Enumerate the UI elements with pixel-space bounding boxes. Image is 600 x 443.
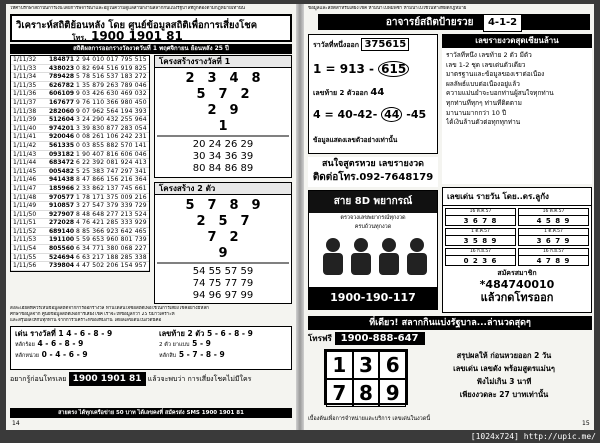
digit-cell <box>518 208 589 226</box>
triangle-digit: 7 <box>218 87 228 102</box>
stats-cell: 1/11/37 <box>13 98 37 106</box>
paragraph-line: ศึกษาข้อมูลจาก ศูนย์ข้อมูลสถิติเพื่อการเสี่ยงโชค เราจะให้ข้อมูลกว่า 25 ปีมาวิเคราะห์ <box>10 312 175 317</box>
stats-cell: 1/11/50 <box>13 210 37 218</box>
triangle-digit: 5 <box>218 214 228 229</box>
number-triangle-diagram <box>155 195 291 302</box>
page-number: 14 <box>12 420 20 427</box>
digits-call: สมัครสมาชิก <box>497 269 537 277</box>
lucky-col-prize1 <box>15 329 112 361</box>
phone-call-line <box>10 372 292 386</box>
stats-header: สถิติผลการออกรางวัลงวดวันที่ 1 พฤศจิกายน ย้อนหลัง 25 ปี <box>10 44 292 54</box>
left-header-box <box>10 14 292 42</box>
pair-numbers: 54 55 57 59 <box>192 266 254 277</box>
triangle-digit: 8 <box>251 71 261 86</box>
lucky-col-2digit <box>159 329 253 361</box>
stats-cell: 1/11/47 <box>13 184 37 192</box>
stats-row <box>11 125 149 134</box>
lucky-sub-label: หลักหน่วย <box>15 353 40 359</box>
setbox-line: ผลลัพธ์แบบต่อเนื่องอยู่แล้ว <box>446 79 520 88</box>
formula-line <box>313 61 409 77</box>
big-number: 9 <box>379 379 406 407</box>
digit-date: 16 ก.ย.57 <box>446 249 515 256</box>
stats-row <box>11 116 149 125</box>
stats-cell: 1/11/41 <box>13 133 37 141</box>
stats-row <box>11 228 149 237</box>
lucky-title: เลขท้าย 2 ตัว <box>159 329 205 338</box>
triangle-digit: 2 <box>196 214 206 229</box>
triangle-digit: 9 <box>251 198 261 213</box>
stats-cell: 606109 <box>49 90 75 98</box>
triangle-digit: 8 <box>229 198 239 213</box>
stats-cell: 1/11/56 <box>13 262 37 270</box>
digit-cell <box>445 228 516 246</box>
stats-cell: 191100 <box>49 236 75 244</box>
digit-number: 3 6 7 8 <box>463 217 498 225</box>
triangle-digit: 9 <box>218 246 228 261</box>
right-page <box>304 4 594 430</box>
stats-row <box>11 194 149 203</box>
lucky-value: 4 - 6 - 8 - 9 <box>66 329 113 338</box>
right-header-code: 4-1-2 <box>483 14 522 32</box>
stats-cell: 2 94 010 017 795 515 <box>76 56 147 63</box>
phone-number: 1900 1901 81 <box>90 29 183 43</box>
structure-box-prize1 <box>154 55 292 178</box>
formula-box <box>308 34 438 154</box>
stats-cell: 0 82 694 516 919 825 <box>76 64 147 72</box>
digit-number: 3 6 7 9 <box>536 237 571 245</box>
formula-line <box>313 107 426 122</box>
formula-number: 44 <box>370 87 385 98</box>
stats-cell: 0 08 261 106 242 231 <box>76 133 147 141</box>
formula-text: ราวัลที่หนึ่งออก <box>313 41 359 49</box>
left-topline: ให้คำปรึกษาสถาบันการเงินโดยการพิจารณาและอยู่ในความดูแลสำนักงานสลากกินแบ่งรัฐบาลที่ถูกต้องตามกฎหมายเท่านั้น <box>10 6 245 11</box>
stats-cell: 1 35 879 263 789 046 <box>76 81 147 89</box>
stats-row <box>11 108 149 117</box>
stats-cell: 6 63 217 188 285 338 <box>76 253 147 261</box>
stats-row <box>11 82 149 91</box>
stats-row <box>11 133 149 142</box>
triangle-digit: 5 <box>196 87 206 102</box>
digit-date: 1 ต.ค.57 <box>446 229 515 236</box>
stats-cell: 626782 <box>49 81 75 89</box>
stats-cell: 005482 <box>49 167 75 175</box>
formula-text: เลขท้าย 2 ตัวออก <box>313 89 368 97</box>
digit-cell <box>518 248 589 266</box>
stats-cell: 5 78 516 537 183 272 <box>76 73 147 81</box>
follow-phone: ติดต่อโทร.092-7648179 <box>312 172 434 183</box>
pair-numbers: 80 84 86 89 <box>192 163 254 174</box>
note-line: ฟังไม่เกิน 3 นาที <box>476 377 532 386</box>
pair-numbers: 20 24 26 29 <box>192 139 254 150</box>
structure-caption: โครงสร้าง 2 ตัว <box>155 183 291 195</box>
formula-text: 1 = 913 - <box>313 62 374 76</box>
setbox-line: มานานมากกว่า 10 ปี <box>446 108 507 117</box>
stats-row <box>11 185 149 194</box>
triangle-digit: 9 <box>229 103 239 118</box>
stats-row <box>11 254 149 263</box>
stats-cell: 6 22 392 081 924 413 <box>76 159 147 167</box>
digit-number: 0 2 3 6 <box>463 257 498 265</box>
paragraph-line: และสรุปผลให้กับทุกท่าน จากการวิเคราะห์ของทีมงาน ได้ผลเลขเด่นในงวดนี้คือ <box>10 318 162 323</box>
structure-box-2digit <box>154 182 292 304</box>
left-header-phone <box>72 29 183 44</box>
stats-cell: 970577 <box>49 193 75 201</box>
formula-number: 375615 <box>361 38 409 51</box>
stats-cell: 272028 <box>49 219 75 227</box>
stats-cell: 1/11/33 <box>13 64 37 72</box>
page-gutter <box>296 4 304 430</box>
triangle-digit: 2 <box>185 71 195 86</box>
right-note <box>416 349 592 401</box>
free-call-label: โทรฟรี <box>308 334 332 343</box>
right-topline: ข้อมูลและสถิติสำหรับเสี่ยงโชค ห้ามนำไปพิมพ์ซ้ำ ห้ามนำไปใช้ในทางที่ผิดกฎหมาย <box>308 6 467 11</box>
triangle-digit: 2 <box>207 103 217 118</box>
stats-cell: 739804 <box>49 262 75 270</box>
stats-row <box>11 202 149 211</box>
six-numbers-grid <box>324 349 408 405</box>
daily-digits-box <box>442 187 592 313</box>
stats-row <box>11 65 149 74</box>
digits-outro: แล้วกดโทรออก <box>480 291 554 304</box>
stats-cell: 1/11/38 <box>13 107 37 115</box>
digits-grid <box>443 206 591 268</box>
promo-sub: ตรวจวงเลขพยากรณ์ทุกงวด <box>340 215 406 221</box>
stats-cell: 5 25 383 747 297 341 <box>76 167 147 175</box>
stats-cell: 4 47 502 206 154 957 <box>76 262 147 270</box>
triangle-digit: 7 <box>207 198 217 213</box>
triangle-digit: 7 <box>207 230 217 245</box>
stats-cell: 1/11/53 <box>13 236 37 244</box>
note-line: เพียงงวดละ 27 บาทเท่านั้น <box>459 390 549 399</box>
pair-numbers: 74 75 77 79 <box>192 278 254 289</box>
triangle-digit: 2 <box>229 230 239 245</box>
setbox-line: มาตรฐานและข้อมูลของเราต่อเนื่อง <box>446 70 545 79</box>
stats-row <box>11 176 149 185</box>
promo-sub: ครบถ้วนทุกงวด <box>354 224 392 230</box>
digit-cell <box>445 248 516 266</box>
stats-cell: 1/11/32 <box>13 56 37 63</box>
triangle-digit: 4 <box>229 71 239 86</box>
pair-numbers: 30 34 36 39 <box>192 151 254 162</box>
setbox-line: ได้เงินล้านตัวต่อทุกทุกท่าน <box>446 118 521 127</box>
stats-cell: 524694 <box>49 253 75 261</box>
left-page <box>6 4 296 430</box>
stats-row <box>11 219 149 228</box>
lucky-sub-value: 5 - 9 <box>192 339 211 348</box>
free-call-row <box>308 332 592 345</box>
stats-row <box>11 99 149 108</box>
stats-cell: 3 24 290 432 255 964 <box>76 116 147 124</box>
lucky-title: เด่น รางวัลที่ 1 <box>15 329 64 338</box>
stats-cell: 1/11/51 <box>13 219 37 227</box>
phone-line-post: แล้วจะพบว่า การเสี่ยงโชคไม่มีใคร <box>147 375 252 383</box>
promo-phone: 1900-190-117 <box>309 287 437 309</box>
page-number: 15 <box>582 420 590 427</box>
setbox-line: ราวัลที่หนึ่ง เลขท้าย 2 ตัว มีตัว <box>446 51 532 59</box>
analysis-paragraph <box>10 306 292 324</box>
stats-cell: 683472 <box>49 159 75 167</box>
digit-number: 4 5 8 9 <box>536 217 571 225</box>
stats-cell: 9 03 426 630 469 032 <box>76 90 147 98</box>
stats-cell: 1/11/35 <box>13 81 37 89</box>
stats-cell: 974201 <box>49 124 75 132</box>
stats-cell: 1/11/42 <box>13 141 37 149</box>
stats-cell: 282060 <box>49 107 75 115</box>
structure-caption: โครงสร้างรางวัลที่ 1 <box>155 56 291 68</box>
stats-cell: 0 03 855 882 570 141 <box>76 141 147 149</box>
stats-cell: 2 33 862 137 745 661 <box>76 184 147 192</box>
setbox-line: เลข 1-2 ชุด เลขเด่นตัวเดียว <box>446 60 526 69</box>
formula-line <box>313 39 409 51</box>
stats-row <box>11 56 149 65</box>
stats-cell: 1/11/48 <box>13 193 37 201</box>
stats-row <box>11 245 149 254</box>
big-number: 3 <box>353 351 380 379</box>
big-number: 6 <box>379 351 406 379</box>
note-line: สรุปผลให้ ก่อนหวยออก 2 วัน <box>456 351 552 360</box>
stats-cell: 8 48 648 277 213 524 <box>76 210 147 218</box>
stats-cell: 927907 <box>49 210 75 218</box>
digit-date: 16 ต.ค.57 <box>519 209 588 216</box>
lucky-value: 5 - 6 - 8 - 9 <box>206 329 253 338</box>
lucky-sub-value: 0 - 4 - 6 - 9 <box>41 350 88 359</box>
stats-cell: 512604 <box>49 116 75 124</box>
stats-cell: 941438 <box>49 176 75 184</box>
digit-date: 16 ต.ค.57 <box>446 209 515 216</box>
stats-cell: 689140 <box>49 227 75 235</box>
follow-contact <box>308 157 438 187</box>
stats-cell: 910857 <box>49 202 75 210</box>
stats-cell: 3 39 830 877 283 054 <box>76 124 147 132</box>
stats-row <box>11 151 149 160</box>
stats-cell: 8 47 866 156 216 364 <box>76 176 147 184</box>
left-header-title: วิเคราะห์สถิติย้อนหลัง โดย ศูนย์ข้อมูลสถิติเพื่อการเสี่ยงโชค <box>16 20 258 31</box>
stats-cell: 167677 <box>49 98 75 106</box>
stats-cell: 1/11/52 <box>13 227 37 235</box>
note-line: เลขเด่น เลขดัง พร้อมสูตรแม่นๆ <box>453 364 555 373</box>
stats-row <box>11 73 149 82</box>
stats-cell: 1/11/46 <box>13 176 37 184</box>
stats-cell: 1 90 407 816 606 046 <box>76 150 147 158</box>
stats-row <box>11 159 149 168</box>
lucky-sub-label: หลักสิบ <box>159 353 177 359</box>
follow-title: สนใจสูตรหวย เลขรายงวด <box>321 159 425 169</box>
magazine-spread <box>6 4 594 430</box>
stats-cell: 1/11/34 <box>13 73 37 81</box>
big-number: 1 <box>326 351 353 379</box>
triangle-digit: 7 <box>240 214 250 229</box>
promo-box <box>308 190 438 310</box>
number-triangle-diagram <box>155 68 291 176</box>
digit-cell <box>518 228 589 246</box>
lucky-sub-label: หลักร้อย <box>15 342 35 348</box>
triangle-digit: 2 <box>240 87 250 102</box>
stats-cell: 8 85 366 923 642 465 <box>76 227 147 235</box>
phone-line-number: 1900 1901 81 <box>69 372 146 386</box>
setbox-head: เลขรายงวดสุดเซียนล้าน <box>442 34 592 48</box>
presenters-photo <box>317 235 431 275</box>
stats-cell: 093182 <box>49 150 75 158</box>
digit-number: 3 5 8 9 <box>463 237 498 245</box>
stats-cell: 6 34 771 380 068 227 <box>76 245 147 253</box>
digits-head: เลขเด่น รายวัน โดย..ดร.ลูกัง <box>443 188 591 206</box>
lucky-sub-value: 4 - 6 - 8 - 9 <box>37 339 84 348</box>
big-number: 7 <box>326 379 353 407</box>
pair-numbers: 94 96 97 99 <box>192 290 254 301</box>
stats-cell: 1/11/39 <box>13 116 37 124</box>
stats-cell: 1/11/54 <box>13 245 37 253</box>
stats-cell: 1/11/55 <box>13 253 37 261</box>
set-number-box <box>442 34 592 184</box>
stats-row <box>11 211 149 220</box>
circled-number: 44 <box>381 107 402 122</box>
stats-row <box>11 262 149 271</box>
digits-code: *484740010 <box>479 278 555 291</box>
lucky-numbers-box <box>10 326 292 370</box>
stats-cell: 920046 <box>49 133 75 141</box>
big-number: 8 <box>353 379 380 407</box>
digit-date: 16 ก.ย.57 <box>519 249 588 256</box>
stats-table <box>10 55 150 272</box>
stats-row <box>11 168 149 177</box>
stats-cell: 438023 <box>49 64 75 72</box>
stats-row <box>11 236 149 245</box>
setbox-line: ความแม่นยำจะบอกท่านผู้สนใจทุกท่าน <box>446 89 554 98</box>
phone-line-pre: อยากรู้ก่อนโทรเลย <box>10 375 67 383</box>
setbox-body <box>442 48 592 131</box>
stats-cell: 789428 <box>49 73 75 81</box>
stats-cell: 1/11/49 <box>13 202 37 210</box>
stats-cell: 1/11/36 <box>13 90 37 98</box>
stats-cell: 1 78 171 375 009 216 <box>76 193 147 201</box>
stats-cell: 9 76 110 366 980 450 <box>76 98 147 106</box>
digit-date: 1 ต.ค.57 <box>519 229 588 236</box>
promo-head: สาย 8D พยากรณ์ <box>309 191 437 213</box>
triangle-digit: 3 <box>207 71 217 86</box>
lucky-sub-label: 2 ตัว ยาแบบ <box>159 342 190 348</box>
formula-text: -45 <box>406 108 427 121</box>
stats-cell: 5 59 653 960 801 739 <box>76 236 147 244</box>
digit-number: 4 7 8 9 <box>536 257 571 265</box>
stats-cell: 9 07 962 564 194 393 <box>76 107 147 115</box>
right-footer: เบื้องต้นเพื่อการจำหน่ายและบริการ เลขเด่นในงวดนี้ <box>308 416 431 422</box>
stats-cell: 4 76 421 285 333 929 <box>76 219 147 227</box>
paragraph-line: สิ่งละเอียดที่ควรเห็นข้อมูลสถิติจากการออกรางวัล ท่านใดสนใจซื้อสถิติเพื่อใช้ในการเสี่ยงโชคอย่างมีหลัก <box>10 306 209 311</box>
stats-row <box>11 90 149 99</box>
stats-cell: 1/11/45 <box>13 167 37 175</box>
stats-cell: 805560 <box>49 245 75 253</box>
right-header-title: อาจารย์สถิตป้ายรวย <box>385 17 474 28</box>
stats-cell: 1/11/43 <box>13 150 37 158</box>
circled-number: 615 <box>378 61 409 77</box>
stats-cell: 3 27 547 379 339 729 <box>76 202 147 210</box>
stats-cell: 185966 <box>49 184 75 192</box>
formula-text: 4 = 40-42- <box>313 108 378 121</box>
stats-row <box>11 142 149 151</box>
stats-cell: 1/11/40 <box>13 124 37 132</box>
image-watermark: [1024x724] http://upic.me/ <box>470 432 596 441</box>
formula-note: ข้อมูลแสดงเลขตัวอย่างเท่านั้น <box>313 136 398 144</box>
free-call-number: 1900-888-647 <box>335 332 425 345</box>
setbox-line: ทุกท่านที่ทุกๆ ท่านที่ติดตาม <box>446 98 522 107</box>
digit-cell <box>445 208 516 226</box>
promo-banner: ที่เดียว! สลากกินแบ่งรัฐบาล...ล่านวดสุดๆ <box>308 316 592 330</box>
stats-cell: 561335 <box>49 141 75 149</box>
left-footer-bar: สายตรง ได้ทุกเครือข่าย 50 บาท ได้เลขคงที่ สมัครส่ง SMS 1900 1901 81 <box>10 408 292 418</box>
triangle-digit: 1 <box>218 119 228 134</box>
triangle-digit: 5 <box>185 198 195 213</box>
lucky-sub-value: 5 - 7 - 8 - 9 <box>178 350 225 359</box>
right-header <box>318 14 590 30</box>
stats-cell: 1/11/44 <box>13 159 37 167</box>
stats-cell: 184871 <box>49 56 75 63</box>
phone-prefix: โทร. <box>72 34 87 42</box>
formula-line <box>313 87 384 99</box>
